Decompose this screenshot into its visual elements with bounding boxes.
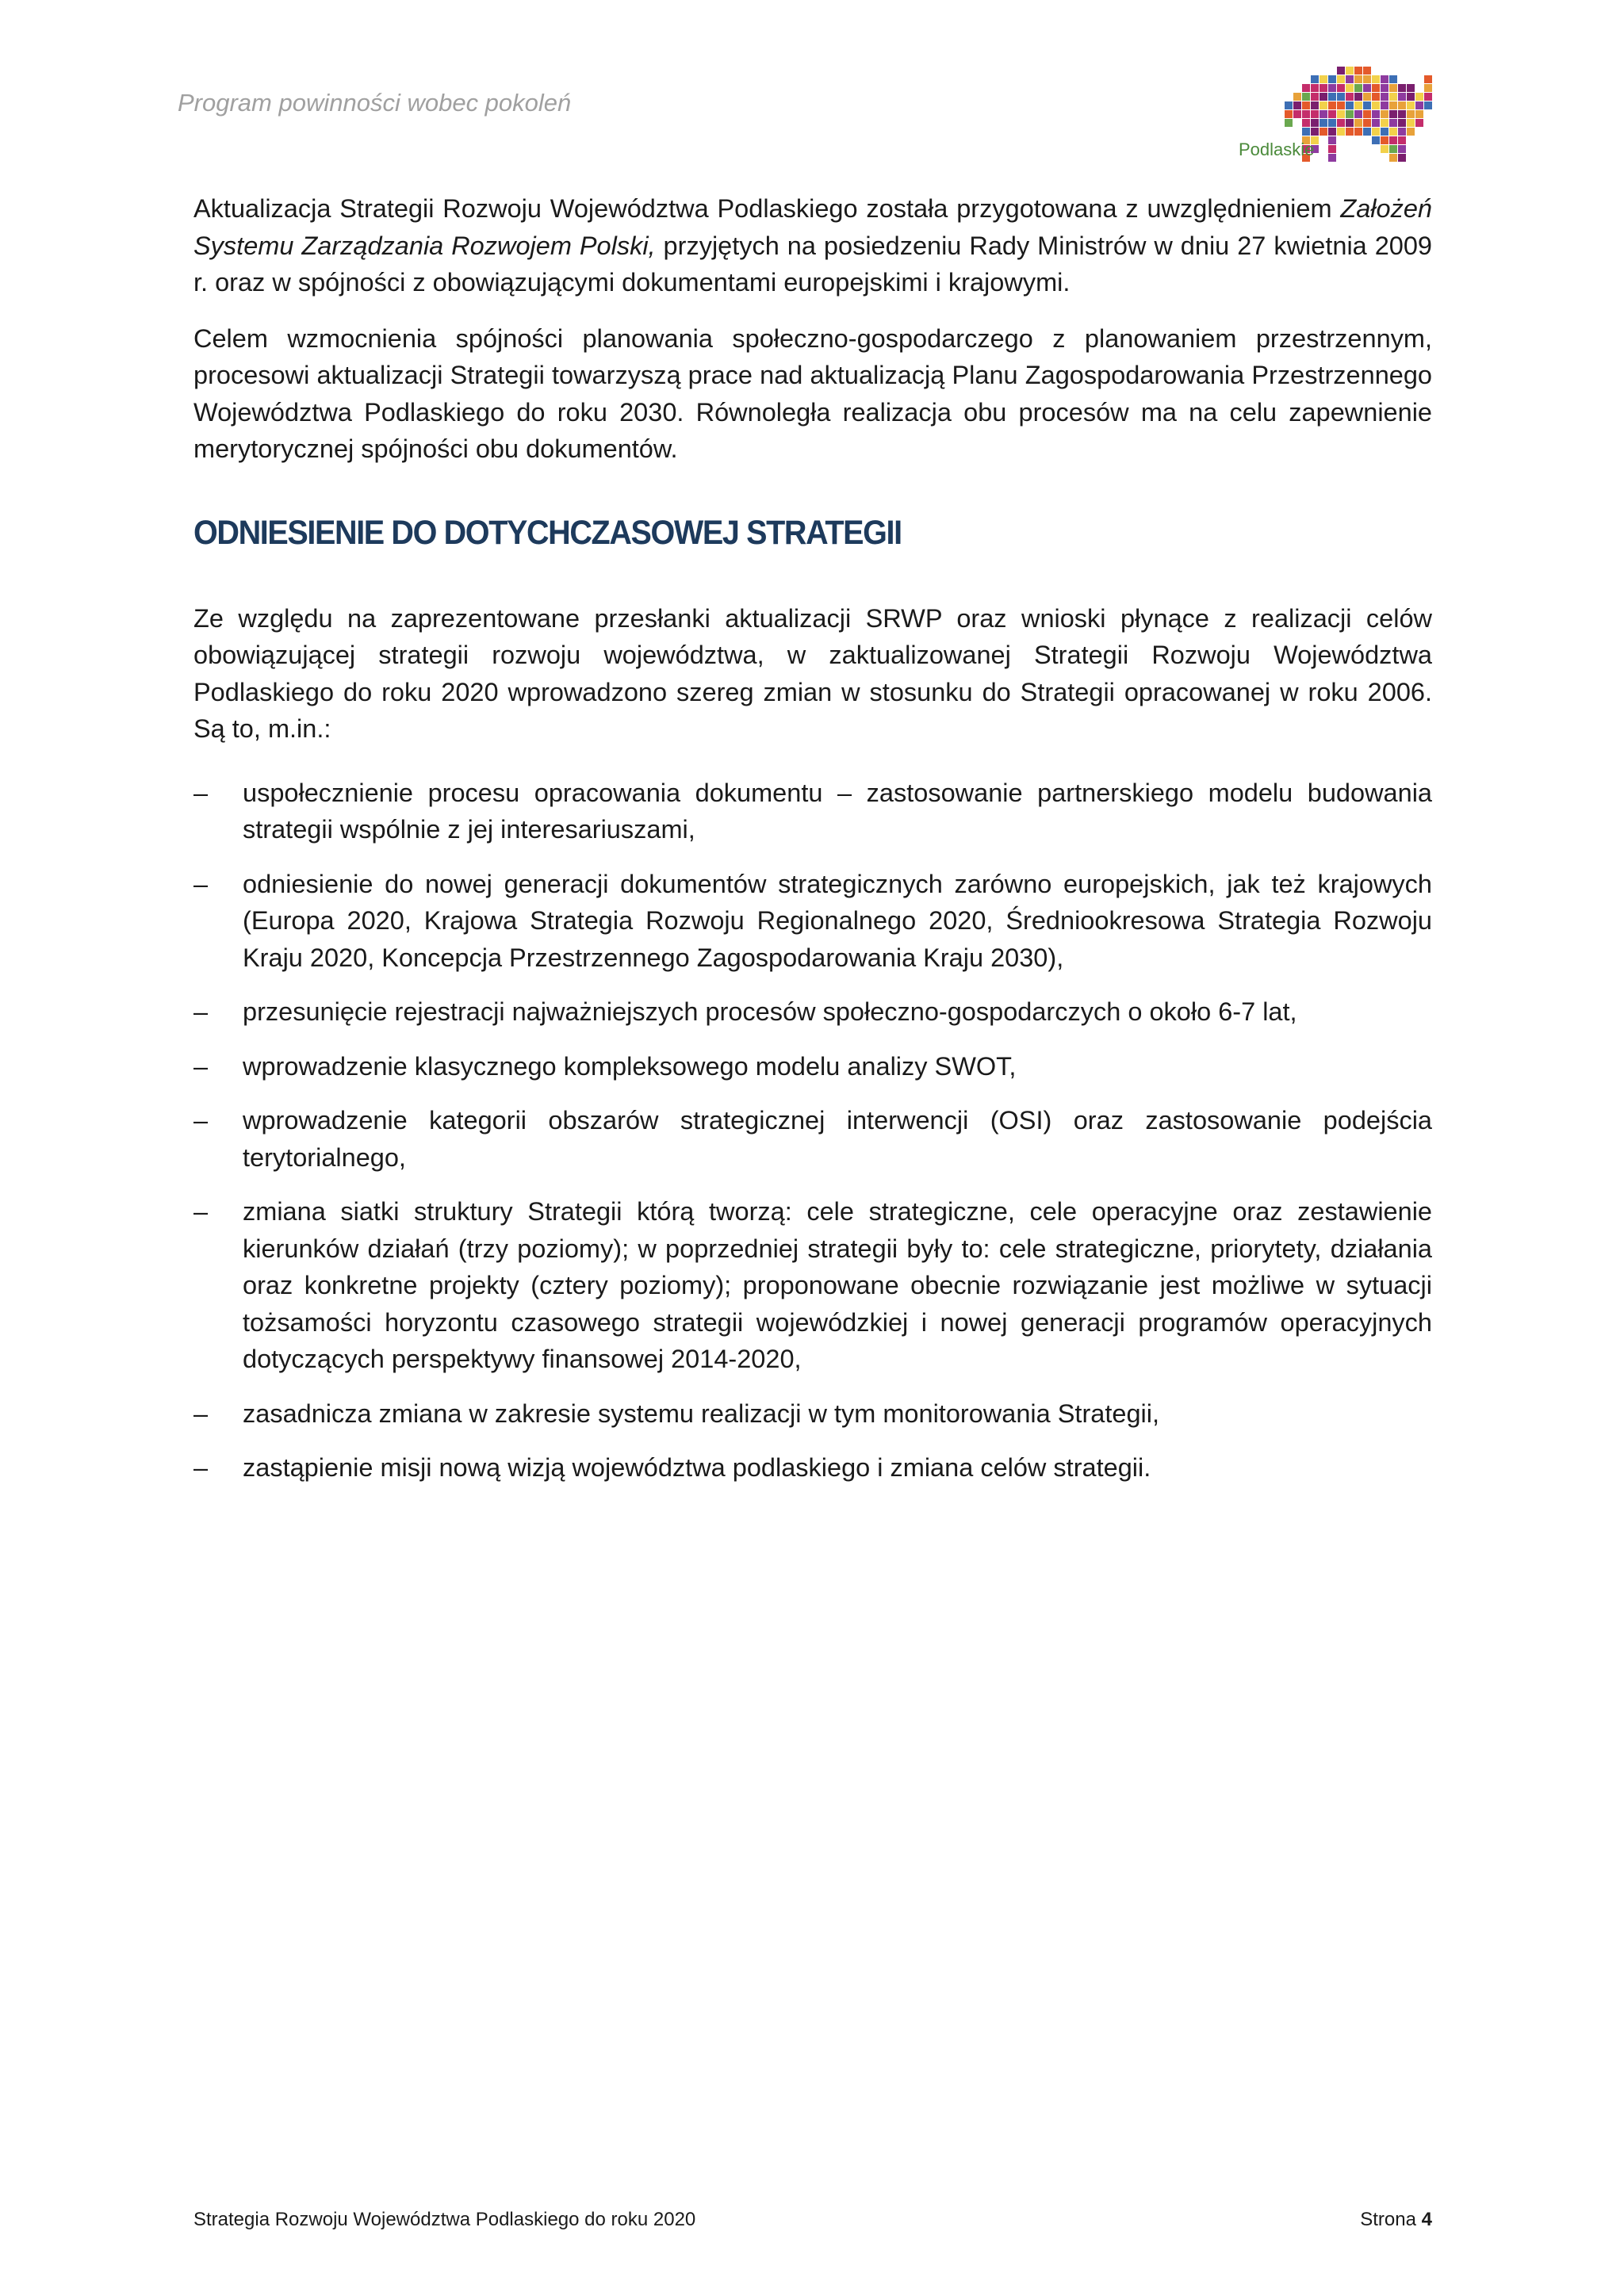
logo-pixel: [1354, 101, 1362, 109]
logo-pixel: [1311, 128, 1319, 136]
logo-pixel: [1346, 119, 1354, 127]
list-item-text: zastąpienie misji nową wizją województwa podlaskiego i zmiana celów strategii.: [243, 1453, 1151, 1482]
logo-pixel: [1346, 84, 1354, 92]
list-item-text: odniesienie do nowej generacji dokumentów strategicznych zarówno europejskich, jak też krajowych (Europa 2020, Krajowa Strategia Rozwoju Regionalnego 2020, Średniookresowa Strategia Rozwoju Kraju 2020, Koncepcja Przestrzennego Zagospodarowania Kraju 2030),: [243, 869, 1432, 972]
dash-bullet-icon: –: [193, 1453, 209, 1482]
logo-pixel: [1381, 128, 1388, 136]
intro-paragraph-1-text-b: przyjętych na posiedzeniu Rady Ministrów w dniu 27 kwietnia 2009 r. oraz w spójności z obowiązującymi dokumentami europejskimi i krajowymi.: [193, 231, 1432, 297]
logo-pixel: [1337, 93, 1345, 101]
dash-bullet-icon: –: [193, 1399, 209, 1428]
logo-pixel: [1381, 93, 1388, 101]
logo-pixel: [1354, 67, 1362, 75]
intro-paragraph-1-text-a: Aktualizacja Strategii Rozwoju Województwa Podlaskiego została przygotowana z uwzględnieniem: [193, 194, 1341, 223]
logo-pixel: [1389, 154, 1397, 162]
dash-bullet-icon: –: [193, 1051, 209, 1081]
logo-pixel: [1381, 119, 1388, 127]
list-item-text: zmiana siatki struktury Strategii którą tworzą: cele strategiczne, cele operacyjne oraz zestawienie kierunków działań (trzy poziomy); w poprzedniej strategii były to: cele strategiczne, priorytety, działania oraz konkretne projekty (cztery poziomy); proponowane obecnie rozwiązanie jest możliwe w sytuacji tożsamości horyzontu czasowego strategii wojewódzkiej i nowej generacji programów operacyjnych dotyczących perspektywy finansowej 2014-2020,: [243, 1197, 1432, 1373]
logo-pixel: [1293, 110, 1301, 118]
intro-paragraph-1: [193, 190, 1432, 301]
logo-pixel: [1302, 119, 1310, 127]
dash-bullet-icon: –: [193, 1197, 209, 1226]
logo-pixel: [1363, 75, 1371, 83]
logo-pixel: [1328, 101, 1336, 109]
intro-paragraph-2: Celem wzmocnienia spójności planowania społeczno-gospodarczego z planowaniem przestrzennym, procesowi aktualizacji Strategii towarzyszą prace nad aktualizacją Planu Zagospodarowania Przestrzennego Województwa Podlaskiego do roku 2030. Równoległa realizacja obu procesów ma na celu zapewnienie merytorycznej spójności obu dokumentów.: [193, 323, 1432, 463]
logo-pixel: [1337, 101, 1345, 109]
logo-pixel: [1407, 128, 1415, 136]
intro-paragraph-1-italic: Założeń Systemu Zarządzania Rozwojem Polski,: [193, 194, 1432, 260]
logo-pixel: [1346, 93, 1354, 101]
list-item-text: wprowadzenie kategorii obszarów strategicznej interwencji (OSI) oraz zastosowanie podejścia terytorialnego,: [243, 1106, 1432, 1172]
logo-pixel: [1398, 119, 1406, 127]
logo-pixel: [1346, 110, 1354, 118]
logo-pixel: [1328, 119, 1336, 127]
list-item: [193, 1048, 1432, 1085]
logo-pixel: [1346, 67, 1354, 75]
logo-pixel: [1337, 128, 1345, 136]
logo-pixel: [1337, 84, 1345, 92]
logo-pixel: [1407, 93, 1415, 101]
logo-pixel: [1398, 101, 1406, 109]
logo-pixel: [1363, 93, 1371, 101]
dash-bullet-icon: –: [193, 997, 209, 1026]
footer-page-value: 4: [1421, 2209, 1432, 2230]
changes-list: [193, 775, 1432, 1487]
section-heading: ODNIESIENIE DO DOTYCHCZASOWEJ STRATEGII: [193, 513, 902, 552]
logo-pixel: [1337, 75, 1345, 83]
logo-pixel: [1354, 119, 1362, 127]
logo-pixel: [1398, 84, 1406, 92]
logo-pixel: [1285, 101, 1293, 109]
logo-pixel: [1372, 128, 1380, 136]
logo-pixel: [1311, 110, 1319, 118]
logo-pixel: [1320, 101, 1327, 109]
dash-bullet-icon: –: [193, 869, 209, 898]
logo-pixel: [1424, 93, 1432, 101]
logo-pixel: [1381, 145, 1388, 153]
logo-pixel: [1320, 128, 1327, 136]
list-item: [193, 1193, 1432, 1378]
logo-pixel: [1363, 67, 1371, 75]
logo-pixel: [1381, 136, 1388, 144]
list-item: [193, 1102, 1432, 1176]
logo-pixel: [1398, 128, 1406, 136]
section-lead-paragraph: Ze względu na zaprezentowane przesłanki aktualizacji SRWP oraz wnioski płynące z realizacji celów obowiązującej strategii rozwoju województwa, w zaktualizowanej Strategii Rozwoju Województwa Podlaskiego do roku 2020 wprowadzono szereg zmian w stosunku do Strategii opracowanej w roku 2006. Są to, m.in.:: [193, 603, 1432, 743]
logo-pixel: [1320, 119, 1327, 127]
dash-bullet-icon: –: [193, 778, 209, 807]
logo-pixel: [1328, 128, 1336, 136]
logo-pixel: [1372, 101, 1380, 109]
logo-pixel: [1381, 84, 1388, 92]
logo-pixel: [1398, 145, 1406, 153]
list-item: [193, 775, 1432, 848]
logo-pixel: [1328, 75, 1336, 83]
logo-pixel: [1320, 93, 1327, 101]
logo-pixel: [1328, 145, 1336, 153]
footer-document-title: Strategia Rozwoju Województwa Podlaskiego do roku 2020: [193, 2209, 696, 2230]
logo-pixel: [1302, 101, 1310, 109]
logo-pixel: [1372, 136, 1380, 144]
logo-pixel: [1389, 145, 1397, 153]
logo-pixel: [1320, 84, 1327, 92]
list-item: [193, 1449, 1432, 1487]
logo-pixel: [1372, 119, 1380, 127]
logo-pixel: [1337, 110, 1345, 118]
logo-pixel: [1372, 84, 1380, 92]
logo-pixel: [1424, 84, 1432, 92]
logo-pixel: [1328, 154, 1336, 162]
list-item-text: przesunięcie rejestracji najważniejszych procesów społeczno-gospodarczych o około 6-7 lat,: [243, 997, 1297, 1026]
logo-pixel: [1363, 128, 1371, 136]
logo-pixel: [1381, 101, 1388, 109]
logo-pixel: [1302, 93, 1310, 101]
logo-pixel: [1302, 110, 1310, 118]
list-item-text: wprowadzenie klasycznego kompleksowego modelu analizy SWOT,: [243, 1051, 1017, 1081]
logo-pixel: [1381, 110, 1388, 118]
footer-page-label: Strona: [1360, 2209, 1416, 2230]
logo-pixel: [1346, 101, 1354, 109]
list-item-text: uspołecznienie procesu opracowania dokumentu – zastosowanie partnerskiego modelu budowania strategii wspólnie z jej interesariuszami,: [243, 778, 1432, 844]
logo-pixel: [1389, 84, 1397, 92]
logo-pixel: [1302, 84, 1310, 92]
logo-pixel: [1337, 67, 1345, 75]
logo-pixel: [1407, 84, 1415, 92]
logo-pixel: [1424, 101, 1432, 109]
logo-pixel: [1398, 93, 1406, 101]
logo-pixel: [1363, 84, 1371, 92]
logo-pixel: [1407, 110, 1415, 118]
logo-pixel: [1320, 110, 1327, 118]
logo-pixel: [1424, 75, 1432, 83]
logo-pixel: [1311, 75, 1319, 83]
list-item: [193, 866, 1432, 977]
logo-pixel: [1354, 75, 1362, 83]
logo-pixel: [1389, 119, 1397, 127]
logo-pixel: [1372, 93, 1380, 101]
logo-pixel: [1337, 119, 1345, 127]
logo-pixel: [1285, 110, 1293, 118]
logo-pixel: [1398, 136, 1406, 144]
logo-pixel: [1293, 101, 1301, 109]
logo-pixel: [1389, 93, 1397, 101]
list-item-text: zasadnicza zmiana w zakresie systemu realizacji w tym monitorowania Strategii,: [243, 1399, 1159, 1428]
logo-pixel: [1354, 128, 1362, 136]
logo-pixel: [1285, 119, 1293, 127]
footer-page-number: [1360, 2209, 1432, 2231]
running-header: Program powinności wobec pokoleń: [178, 89, 572, 117]
list-item: [193, 1395, 1432, 1433]
logo-pixel: [1398, 110, 1406, 118]
logo-pixel: [1372, 110, 1380, 118]
logo-pixel: [1407, 101, 1415, 109]
logo-label: Podlaskie: [1239, 140, 1315, 159]
logo-pixel: [1372, 75, 1380, 83]
logo-pixel: [1389, 136, 1397, 144]
logo-pixel: [1398, 154, 1406, 162]
logo-pixel: [1363, 110, 1371, 118]
logo-pixel: [1415, 101, 1423, 109]
logo-pixel: [1328, 110, 1336, 118]
logo-pixel: [1320, 75, 1327, 83]
logo-pixel: [1328, 136, 1336, 144]
logo-pixel: [1407, 119, 1415, 127]
logo-pixel: [1302, 128, 1310, 136]
logo-pixel: [1293, 93, 1301, 101]
logo-pixel: [1354, 93, 1362, 101]
logo-pixel: [1354, 110, 1362, 118]
logo-pixel: [1354, 84, 1362, 92]
logo-pixel: [1311, 93, 1319, 101]
logo-pixel: [1415, 110, 1423, 118]
logo-pixel: [1389, 101, 1397, 109]
logo-pixel: [1328, 93, 1336, 101]
dash-bullet-icon: –: [193, 1106, 209, 1135]
logo-pixel: [1346, 128, 1354, 136]
logo-pixel: [1415, 119, 1423, 127]
logo-pixel: [1328, 84, 1336, 92]
logo-pixel: [1311, 101, 1319, 109]
logo-pixel: [1311, 119, 1319, 127]
logo-pixel: [1346, 75, 1354, 83]
logo-pixel: [1415, 93, 1423, 101]
logo-pixel: [1363, 119, 1371, 127]
list-item: [193, 993, 1432, 1031]
logo-pixel: [1381, 75, 1388, 83]
logo-pixel: [1389, 128, 1397, 136]
logo-pixel: [1389, 110, 1397, 118]
logo-pixel: [1311, 84, 1319, 92]
page-content: [193, 190, 1432, 1504]
logo-pixel: [1389, 75, 1397, 83]
logo-pixel: [1363, 101, 1371, 109]
